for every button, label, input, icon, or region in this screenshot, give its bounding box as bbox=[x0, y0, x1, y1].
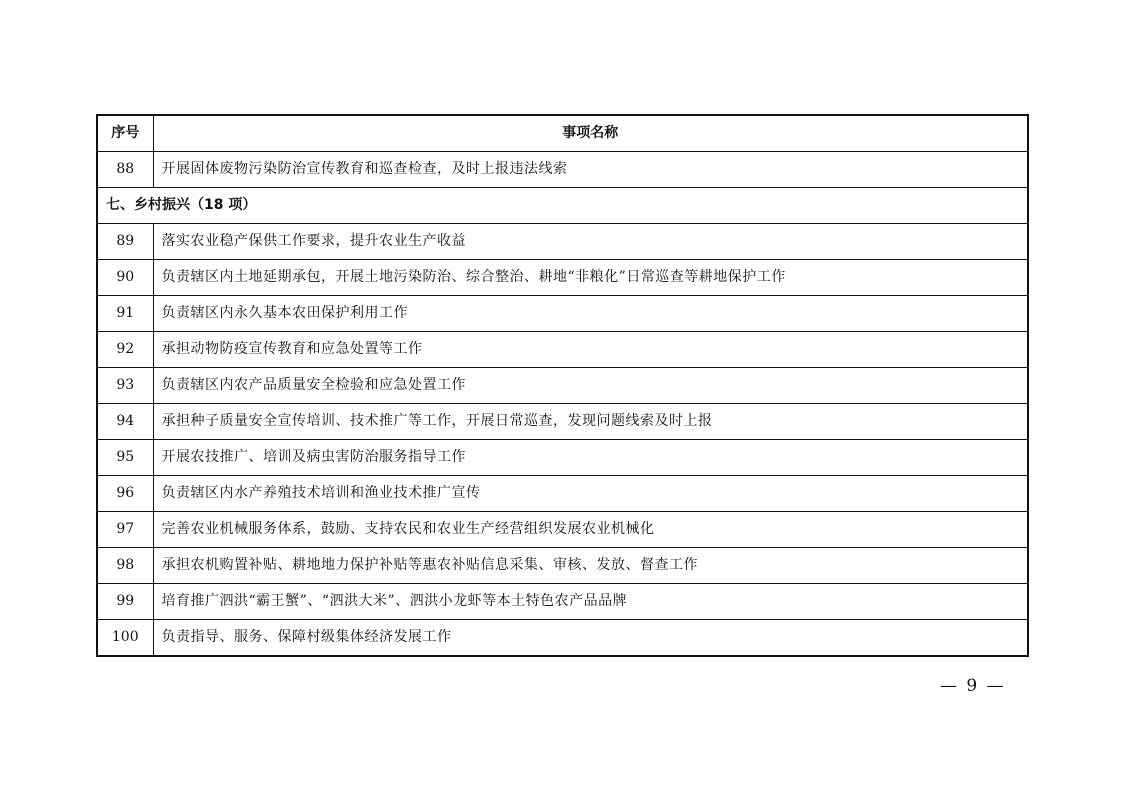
row-name: 落实农业稳产保供工作要求，提升农业生产收益 bbox=[153, 224, 1028, 260]
table-row bbox=[97, 476, 1028, 512]
row-number: 90 bbox=[97, 260, 153, 296]
row-name: 完善农业机械服务体系，鼓励、支持农民和农业生产经营组织发展农业机械化 bbox=[153, 512, 1028, 548]
row-number: 89 bbox=[97, 224, 153, 260]
row-number: 94 bbox=[97, 404, 153, 440]
table-row bbox=[97, 620, 1028, 657]
row-name: 负责辖区内土地延期承包，开展土地污染防治、综合整治、耕地“非粮化”日常巡查等耕地保护工作 bbox=[153, 260, 1028, 296]
row-name: 承担动物防疫宣传教育和应急处置等工作 bbox=[153, 332, 1028, 368]
row-number: 96 bbox=[97, 476, 153, 512]
row-number: 93 bbox=[97, 368, 153, 404]
row-name: 开展固体废物污染防治宣传教育和巡查检查，及时上报违法线索 bbox=[153, 152, 1028, 188]
table-row bbox=[97, 368, 1028, 404]
table-row bbox=[97, 512, 1028, 548]
row-name: 负责辖区内水产养殖技术培训和渔业技术推广宣传 bbox=[153, 476, 1028, 512]
page-number: — 9 — bbox=[940, 676, 1006, 696]
row-number: 98 bbox=[97, 548, 153, 584]
table-row bbox=[97, 584, 1028, 620]
matters-table bbox=[96, 114, 1029, 657]
table-row bbox=[97, 224, 1028, 260]
row-name: 负责指导、服务、保障村级集体经济发展工作 bbox=[153, 620, 1028, 657]
row-number: 99 bbox=[97, 584, 153, 620]
row-number: 100 bbox=[97, 620, 153, 657]
row-name: 承担种子质量安全宣传培训、技术推广等工作，开展日常巡查，发现问题线索及时上报 bbox=[153, 404, 1028, 440]
row-name: 负责辖区内农产品质量安全检验和应急处置工作 bbox=[153, 368, 1028, 404]
header-name: 事项名称 bbox=[153, 115, 1028, 152]
table-row bbox=[97, 332, 1028, 368]
table-row bbox=[97, 548, 1028, 584]
row-name: 负责辖区内永久基本农田保护利用工作 bbox=[153, 296, 1028, 332]
table-row bbox=[97, 440, 1028, 476]
row-number: 97 bbox=[97, 512, 153, 548]
table-row bbox=[97, 404, 1028, 440]
row-number: 91 bbox=[97, 296, 153, 332]
table-row bbox=[97, 260, 1028, 296]
row-number: 95 bbox=[97, 440, 153, 476]
row-name: 培育推广泗洪“霸王蟹”、“泗洪大米”、泗洪小龙虾等本土特色农产品品牌 bbox=[153, 584, 1028, 620]
table-header-row bbox=[97, 115, 1028, 152]
row-number: 92 bbox=[97, 332, 153, 368]
table-row bbox=[97, 152, 1028, 188]
table-row bbox=[97, 296, 1028, 332]
row-number: 88 bbox=[97, 152, 153, 188]
row-name: 承担农机购置补贴、耕地地力保护补贴等惠农补贴信息采集、审核、发放、督查工作 bbox=[153, 548, 1028, 584]
section-row bbox=[97, 188, 1028, 224]
section-title: 七、乡村振兴（18 项） bbox=[97, 188, 1028, 224]
header-number: 序号 bbox=[97, 115, 153, 152]
row-name: 开展农技推广、培训及病虫害防治服务指导工作 bbox=[153, 440, 1028, 476]
